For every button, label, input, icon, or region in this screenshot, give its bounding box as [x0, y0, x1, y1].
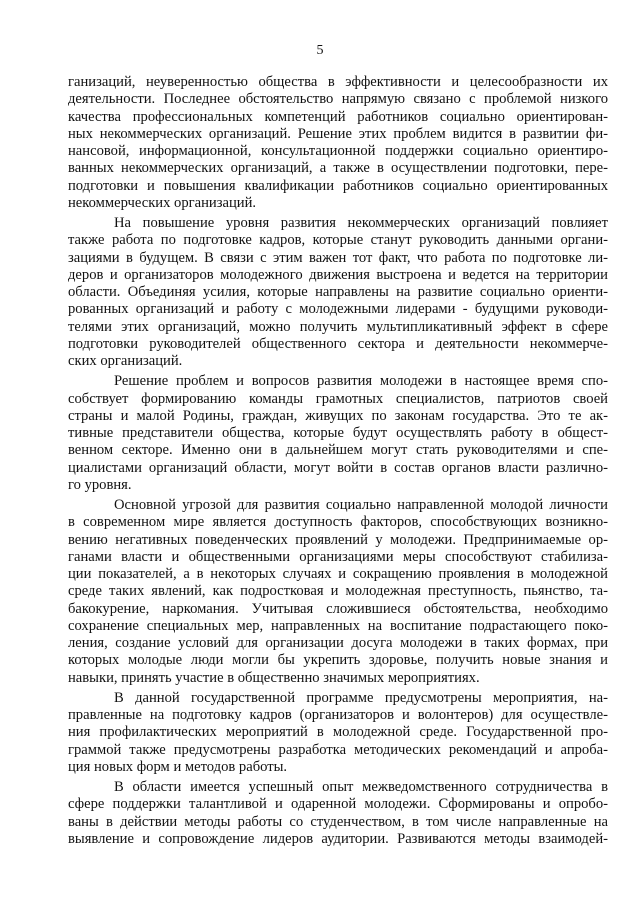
text-line: го уровня. [68, 476, 132, 493]
text-line: навыки, принять участие в общественно значимых мероприятиях. [68, 669, 480, 686]
text-line: ских организаций. [68, 353, 183, 369]
paragraph [68, 497, 608, 687]
text-line: ции показателей, а в некоторых случаях и сокращению проявления в молодежной [68, 566, 608, 582]
page-number: 5 [316, 43, 324, 58]
text-line: которых молодые люди могли бы укрепить здоровье, получить новые знания и [68, 652, 608, 669]
text-line: В области имеется успешный опыт межведомственного сотрудничества в [114, 779, 608, 795]
text-line: правленные на подготовку кадров (организаторов и волонтеров) для осуществле- [68, 707, 608, 723]
text-line: Основной угрозой для развития социально направленной молодой личности [114, 497, 608, 513]
text-line: страны и малой Родины, граждан, живущих по законам государства. Это те ак- [68, 407, 608, 424]
text-line: рованных организаций и работу с молодежными лидерами - будущими руководи- [68, 301, 608, 318]
text-line: ванных некоммерческих организаций, а также в осуществлении подготовки, пере- [68, 160, 608, 177]
text-line: В данной государственной программе предусмотрены мероприятия, на- [114, 689, 608, 706]
text-line: подготовки руководителей общественного сектора и деятельности некоммерче- [68, 335, 608, 352]
text-line: На повышение уровня развития некоммерческих организаций повлияет [114, 215, 608, 231]
paragraph [68, 215, 608, 370]
text-line: собствует формированию команды грамотных специалистов, патриотов своей [68, 390, 608, 407]
body-text [68, 74, 608, 851]
text-line: качества профессиональных компетенций работников социально ориентирован- [68, 108, 608, 125]
text-line: в современном мире является доступность факторов, способствующих возникно- [68, 514, 608, 531]
text-line: ных некоммерческих организаций. Решение этих проблем видится в развитии фи- [68, 125, 608, 142]
text-line: некоммерческих организаций. [68, 194, 257, 211]
text-line: телями этих организаций, можно получить мультипликативный эффект в сфере [68, 318, 608, 335]
text-line: нансовой, информационной, консультационной поддержки социально ориентиро- [68, 143, 608, 159]
text-line: сохранение специальных мер, направленных на воспитание подрастающего поко- [68, 617, 608, 634]
paragraph [68, 690, 608, 776]
text-line: деров и организаторов молодежного движения выстроена и ведется на территории [68, 266, 608, 283]
text-line: ганизаций, неуверенностью общества в эффективности и целесообразности их [68, 74, 608, 90]
text-line: тивные представители общества, которые будут осуществлять работу в общест- [68, 425, 608, 441]
paragraph [68, 74, 608, 212]
text-line: ция новых форм и методов работы. [68, 758, 288, 775]
text-line: венном секторе. Именно они в дальнейшем могут стать руководителями и спе- [68, 442, 608, 459]
text-line: также работа по подготовке кадров, которые станут руководить данными органи- [68, 232, 608, 249]
paragraph [68, 779, 608, 848]
text-line: граммой также предусмотрены разработка методических рекомендаций и апроба- [68, 741, 608, 758]
text-line: Решение проблем и вопросов развития молодежи в настоящее время спо- [114, 373, 608, 390]
text-line: подготовки и повышения квалификации работников социально ориентированных [68, 177, 608, 194]
text-line: вению негативных поведенческих проявлений у молодежи. Предпринимаемые ор- [68, 531, 608, 548]
text-line: ваны в действии методы работы со студенчеством, в том числе направленные на [68, 813, 608, 830]
text-line: бакокурение, наркомания. Учитывая сложившиеся обстоятельства, необходимо [68, 600, 608, 617]
text-line: зациями в будущем. В связи с этим важен тот факт, что работа по подготовке ли- [68, 249, 608, 266]
paragraph [68, 373, 608, 494]
text-line: ления, создание условий для организации досуга молодежи в таких формах, при [68, 635, 608, 651]
text-line: области. Объединяя усилия, которые направлены на развитие социально ориенти- [68, 284, 608, 300]
text-line: сфере поддержки талантливой и одаренной молодежи. Сформированы и опробо- [68, 796, 608, 813]
text-line: ганами власти и общественными организациями меры способствуют стабилиза- [68, 548, 608, 565]
text-line: среде таких явлений, как подростковая и молодежная преступность, пьянство, та- [68, 583, 608, 600]
text-line: циалистами организаций области, могут войти в состав органов власти различно- [68, 459, 608, 476]
text-line: ния профилактических мероприятий в молодежной среде. Государственной про- [68, 724, 608, 741]
text-line: деятельности. Последнее обстоятельство напрямую связано с проблемой низкого [68, 91, 608, 108]
text-line: выявление и сопровождение лидеров аудитории. Развиваются методы взаимодей- [68, 830, 608, 847]
